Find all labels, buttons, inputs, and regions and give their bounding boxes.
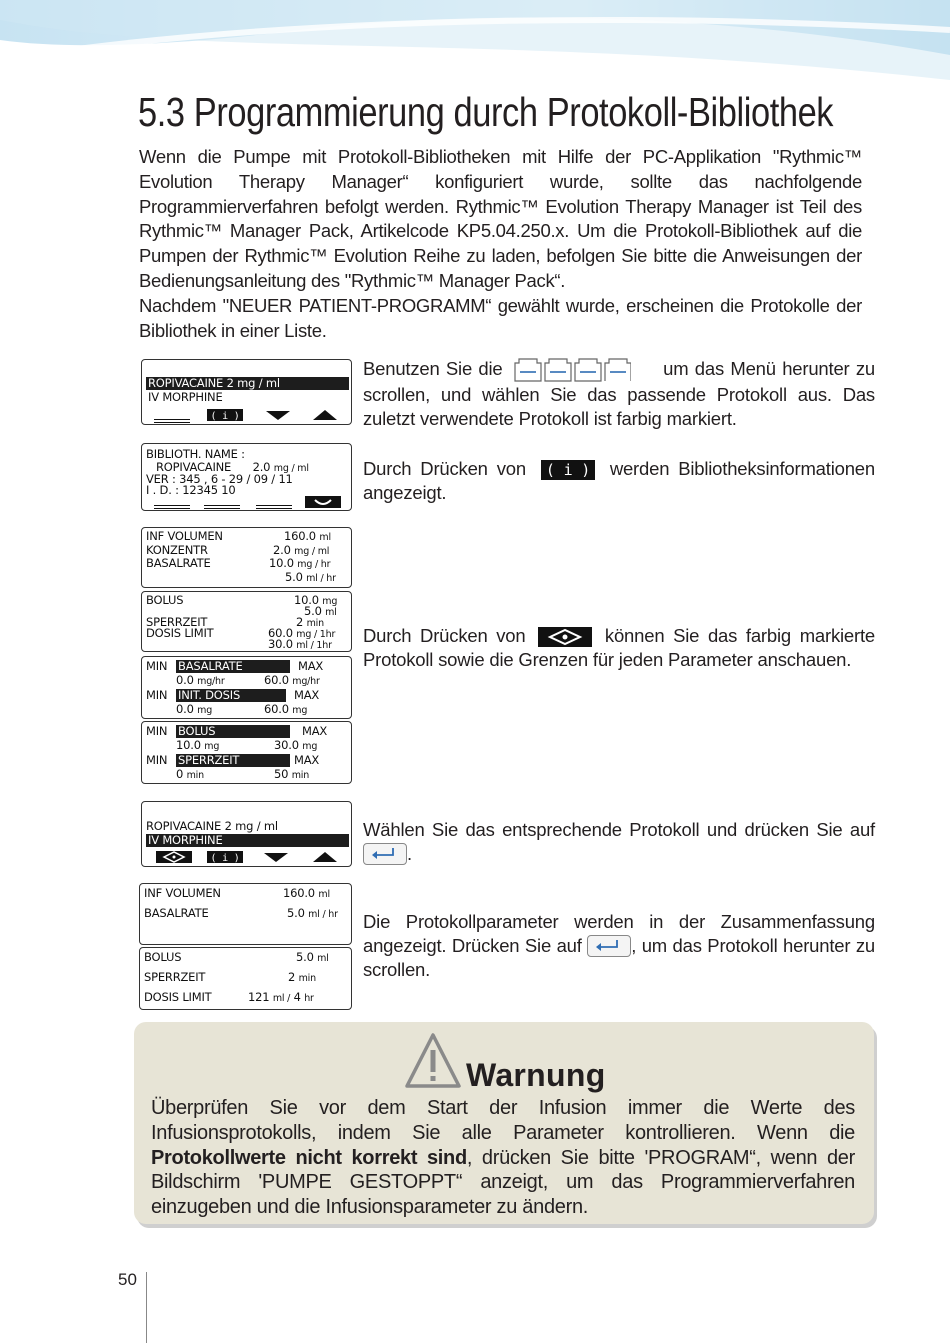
param-unit: min (298, 973, 316, 984)
param-value: 60.0 (268, 626, 293, 640)
list-item-selected: IV MORPHINE (146, 834, 349, 847)
warning-text-bold: Protokollwerte nicht korrekt sind (151, 1146, 467, 1169)
limit-min: 0.0 (176, 673, 194, 687)
lcd-limits-2 (141, 721, 352, 784)
param-value: 10.0 (294, 593, 319, 607)
warning-triangle-icon (404, 1032, 462, 1090)
warning-text-part: PUMPE GESTOPPT“ anzeigt, um das Programmierverfahren einzugeben und die Infusionsparameter zu ändern. (151, 1171, 855, 1219)
intro-paragraph-2: Nachdem "NEUER PATIENT-PROGRAMM“ gewählt wurde, erscheinen die Protokolle der Bibliothek in einer Liste. (139, 294, 862, 341)
enter-key-icon (587, 935, 631, 957)
param-value: 160.0 (284, 529, 316, 543)
list-item: IV MORPHINE (148, 390, 223, 404)
svg-text:( i ): ( i ) (545, 461, 590, 480)
param-unit: hr (304, 993, 314, 1004)
step-text: werden Bibliotheksinformationen angezeigt. (363, 458, 875, 503)
step-text: Durch Drücken von (363, 625, 526, 646)
lcd-parameters-2 (141, 591, 352, 652)
limit-min: 10.0 (176, 738, 201, 752)
lcd-summary-1 (139, 883, 352, 945)
param-value: 160.0 (283, 886, 315, 900)
step-text: Wählen Sie das entsprechende Protokoll und drücken Sie auf (363, 819, 875, 840)
warning-text-part: PROGRAM“, wenn der Bildschirm ' (151, 1146, 855, 1194)
step-text: . (407, 843, 412, 864)
step-text: um das Menü herunter zu scrollen, und wählen Sie das passende Protokoll aus. Das zuletzt verwendete Protokoll ist farbig markiert. (363, 358, 875, 430)
param-value: 2.0 (273, 543, 291, 557)
step-info (363, 457, 875, 505)
list-item: ROPIVACAINE 2 mg / ml (146, 819, 278, 833)
step-view (363, 624, 875, 672)
param-label: KONZENTR (146, 543, 208, 557)
limit-unit: mg/hr (197, 676, 225, 687)
intro-text (139, 145, 862, 343)
param-unit: ml / 1hr (296, 640, 332, 651)
min-label: MIN (146, 659, 168, 673)
param-unit: min (306, 618, 324, 629)
step-text: Benutzen Sie die (363, 358, 503, 379)
step-text: können Sie das farbig markierte Protokoll sowie die Grenzen für jeden Parameter anschauen. (363, 625, 875, 670)
param-value: 5.0 (285, 570, 303, 584)
param-value: 5.0 (287, 906, 305, 920)
arrow-down-icon (260, 409, 296, 421)
info-key-icon (207, 851, 243, 863)
param-unit: ml (318, 889, 330, 900)
param-unit: mg / hr (297, 559, 331, 570)
limit-param: BASALRATE (176, 660, 290, 673)
enter-key-icon (363, 843, 407, 865)
eye-key-icon (538, 627, 592, 647)
param-value: 30.0 (268, 637, 293, 651)
limit-max: 60.0 (264, 673, 289, 687)
param-value: 2 (288, 970, 296, 984)
param-label: DOSIS LIMIT (146, 626, 214, 640)
limit-max: 30.0 (274, 738, 299, 752)
limit-param: SPERRZEIT (176, 754, 290, 767)
svg-text:( i ): ( i ) (210, 853, 240, 863)
arrow-down-icon (258, 851, 294, 863)
param-unit: mg / ml (294, 546, 330, 557)
limit-unit: min (291, 770, 310, 781)
param-label: INF VOLUMEN (144, 886, 221, 900)
param-unit: ml / (272, 993, 291, 1004)
limit-param: BOLUS (176, 725, 290, 738)
svg-text:( i ): ( i ) (210, 411, 240, 421)
limit-unit: mg (292, 705, 308, 716)
lcd-parameters-1 (141, 527, 352, 588)
eye-key-icon (156, 851, 192, 863)
param-value: 121 (248, 990, 270, 1004)
warning-text-part: Überprüfen Sie vor dem Start der Infusion immer die Werte des Infusionsprotokolls, indem Sie alle Parameter kontrollieren. Wenn die (151, 1097, 855, 1144)
list-item-selected: ROPIVACAINE 2 mg / ml (146, 377, 349, 390)
min-label: MIN (146, 688, 168, 702)
step-scroll (363, 357, 875, 431)
arrow-up-icon (307, 851, 343, 863)
param-label: INF VOLUMEN (146, 529, 223, 543)
limit-max: 60.0 (264, 702, 289, 716)
info-version: VER : 345 , 6 - 29 / 09 / 11 (146, 472, 293, 486)
return-key-icon (305, 496, 341, 508)
softkey-blank (204, 505, 240, 509)
scroll-keys-icon (513, 357, 631, 383)
param-unit: ml (317, 953, 329, 964)
step-select (363, 818, 875, 866)
warning-text-part: , drücken Sie bitte ' (466, 1146, 649, 1169)
limit-unit: mg (302, 741, 318, 752)
lcd-summary-2 (139, 947, 352, 1010)
limit-min: 0 (176, 767, 184, 781)
param-unit: mg / 1hr (296, 629, 336, 640)
limit-unit: mg (204, 741, 220, 752)
page-rule (146, 1272, 147, 1343)
intro-paragraph-1: Wenn die Pumpe mit Protokoll-Bibliotheken mit Hilfe der PC-Applikation "Rythmic™ Evolution Therapy Manager“ konfiguriert wurde, sollte das nachfolgende Programmierverfahren befolgt werden. Rythmic™ Evolution Therapy Manager ist Teil des Rythmic™ Manager Pack, Artikelcode KP5.04.250.x. Um die Protokoll-Bibliothek auf die Pumpen der Rythmic™ Evolution Reihe zu laden, befolgen Sie bitte die Anweisungen der Bedienungsanleitung des "Rythmic™ Manager Pack“. (139, 146, 862, 291)
step-summary (363, 910, 875, 982)
param-value: 5.0 (296, 950, 314, 964)
param-label: BOLUS (146, 593, 184, 607)
min-label: MIN (146, 724, 168, 738)
limit-unit: mg/hr (292, 676, 320, 687)
param-value: 10.0 (269, 556, 294, 570)
limit-min: 0.0 (176, 702, 194, 716)
max-label: MAX (294, 753, 320, 767)
step-text: Die Protokollparameter werden in der Zusammenfassung angezeigt. Drücken Sie auf (363, 911, 875, 956)
param-label: SPERRZEIT (144, 970, 206, 984)
max-label: MAX (298, 659, 324, 673)
lcd-library-info (141, 443, 352, 511)
param-unit: ml (319, 532, 331, 543)
info-conc-unit: mg / ml (273, 463, 309, 474)
param-value: 5.0 (304, 604, 322, 618)
softkey-blank (256, 505, 292, 509)
lcd-protocol-list (141, 359, 352, 425)
arrow-up-icon (307, 409, 343, 421)
param-unit: ml / hr (308, 909, 338, 920)
max-label: MAX (294, 688, 320, 702)
page-title: 5.3 Programmierung durch Protokoll-Bibliothek (138, 89, 834, 135)
info-label: BIBLIOTH. NAME : (146, 447, 245, 461)
param-value: 4 (293, 990, 301, 1004)
step-text: Durch Drücken von (363, 458, 526, 479)
lcd-protocol-list-2 (141, 801, 352, 867)
limit-unit: mg (197, 705, 213, 716)
warning-text (151, 1096, 855, 1220)
limit-max: 50 (274, 767, 289, 781)
param-value: 2 (296, 615, 304, 629)
info-conc: 2.0 (252, 460, 271, 474)
page-number: 50 (118, 1270, 137, 1289)
param-unit: ml / hr (306, 573, 336, 584)
param-unit: ml (325, 607, 337, 618)
param-label: BASALRATE (144, 906, 209, 920)
info-drug: ROPIVACAINE (156, 460, 232, 474)
param-label: DOSIS LIMIT (144, 990, 212, 1004)
lcd-limits-1 (141, 656, 352, 719)
param-label: SPERRZEIT (146, 615, 208, 629)
step-text: , um das Protokoll herunter zu scrollen. (363, 935, 875, 981)
warning-title: Warnung (466, 1057, 606, 1093)
limit-unit: min (186, 770, 204, 781)
min-label: MIN (146, 753, 168, 767)
softkey-blank (154, 419, 190, 423)
param-unit: mg (322, 596, 338, 607)
limit-param: INIT. DOSIS (176, 689, 286, 702)
info-key-icon (207, 409, 243, 421)
max-label: MAX (302, 724, 328, 738)
param-label: BASALRATE (146, 556, 211, 570)
softkey-blank (154, 505, 190, 509)
info-key-icon (541, 460, 595, 480)
info-id: I . D. : 12345 10 (146, 483, 236, 497)
param-label: BOLUS (144, 950, 182, 964)
